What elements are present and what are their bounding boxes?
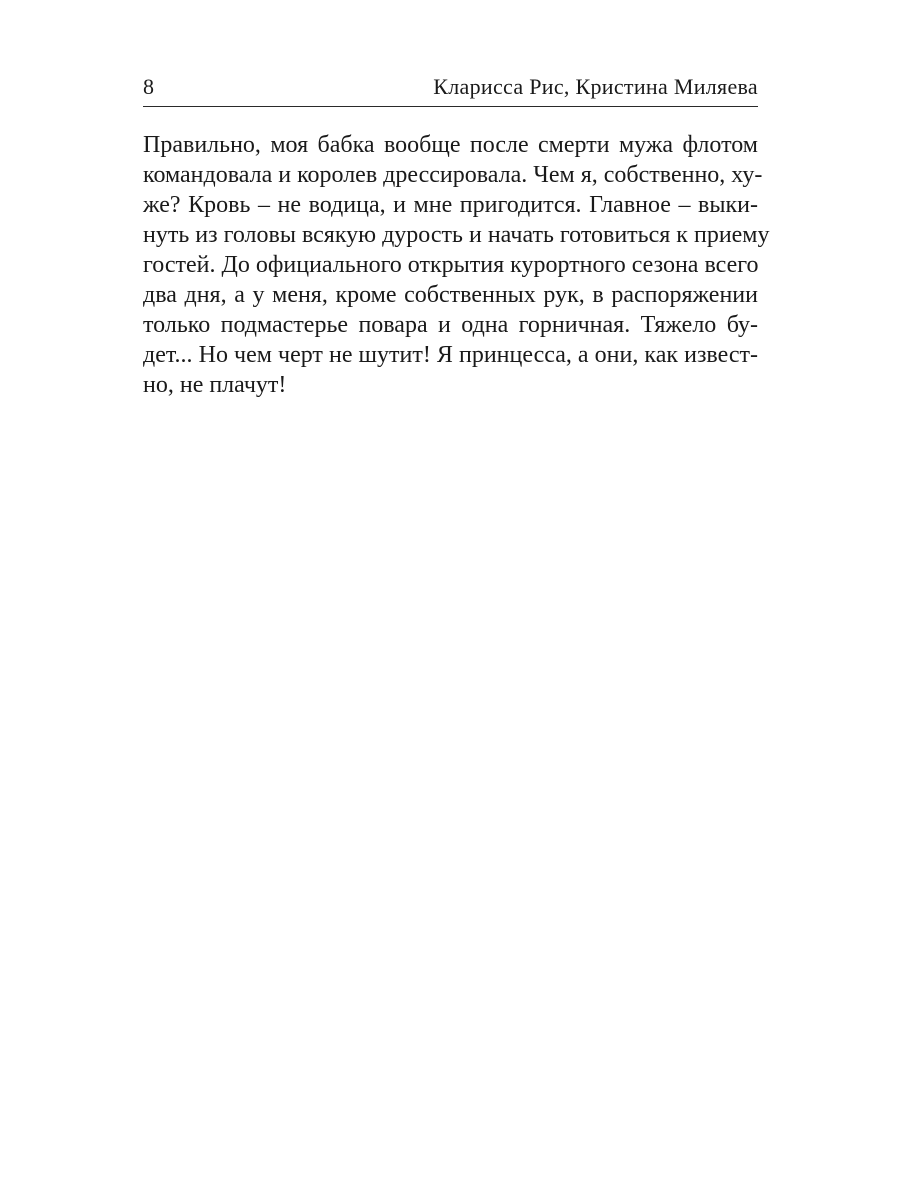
header-divider (143, 106, 758, 107)
text-line: Правильно, моя бабка вообще после смерти мужа флотом (143, 132, 758, 158)
text-line: командовала и королев дрессировала. Чем я, собственно, ху- (143, 162, 763, 188)
text-line: дет... Но чем черт не шутит! Я принцесса, а они, как извест- (143, 342, 758, 368)
text-line: два дня, а у меня, кроме собственных рук, в распоряжении (143, 282, 758, 308)
header-authors: Кларисса Рис, Кристина Миляева (433, 74, 758, 99)
page-number: 8 (143, 74, 155, 99)
text-line: гостей. До официального открытия курортного сезона всего (143, 252, 759, 278)
running-header (143, 66, 758, 100)
body-paragraph (143, 130, 770, 400)
text-line: нуть из головы всякую дурость и начать готовиться к приему (143, 222, 770, 248)
text-line: же? Кровь – не водица, и мне пригодится. Главное – выки- (143, 192, 758, 218)
text-line: только подмастерье повара и одна горничная. Тяжело бу- (143, 312, 758, 338)
text-line: но, не плачут! (143, 372, 287, 398)
